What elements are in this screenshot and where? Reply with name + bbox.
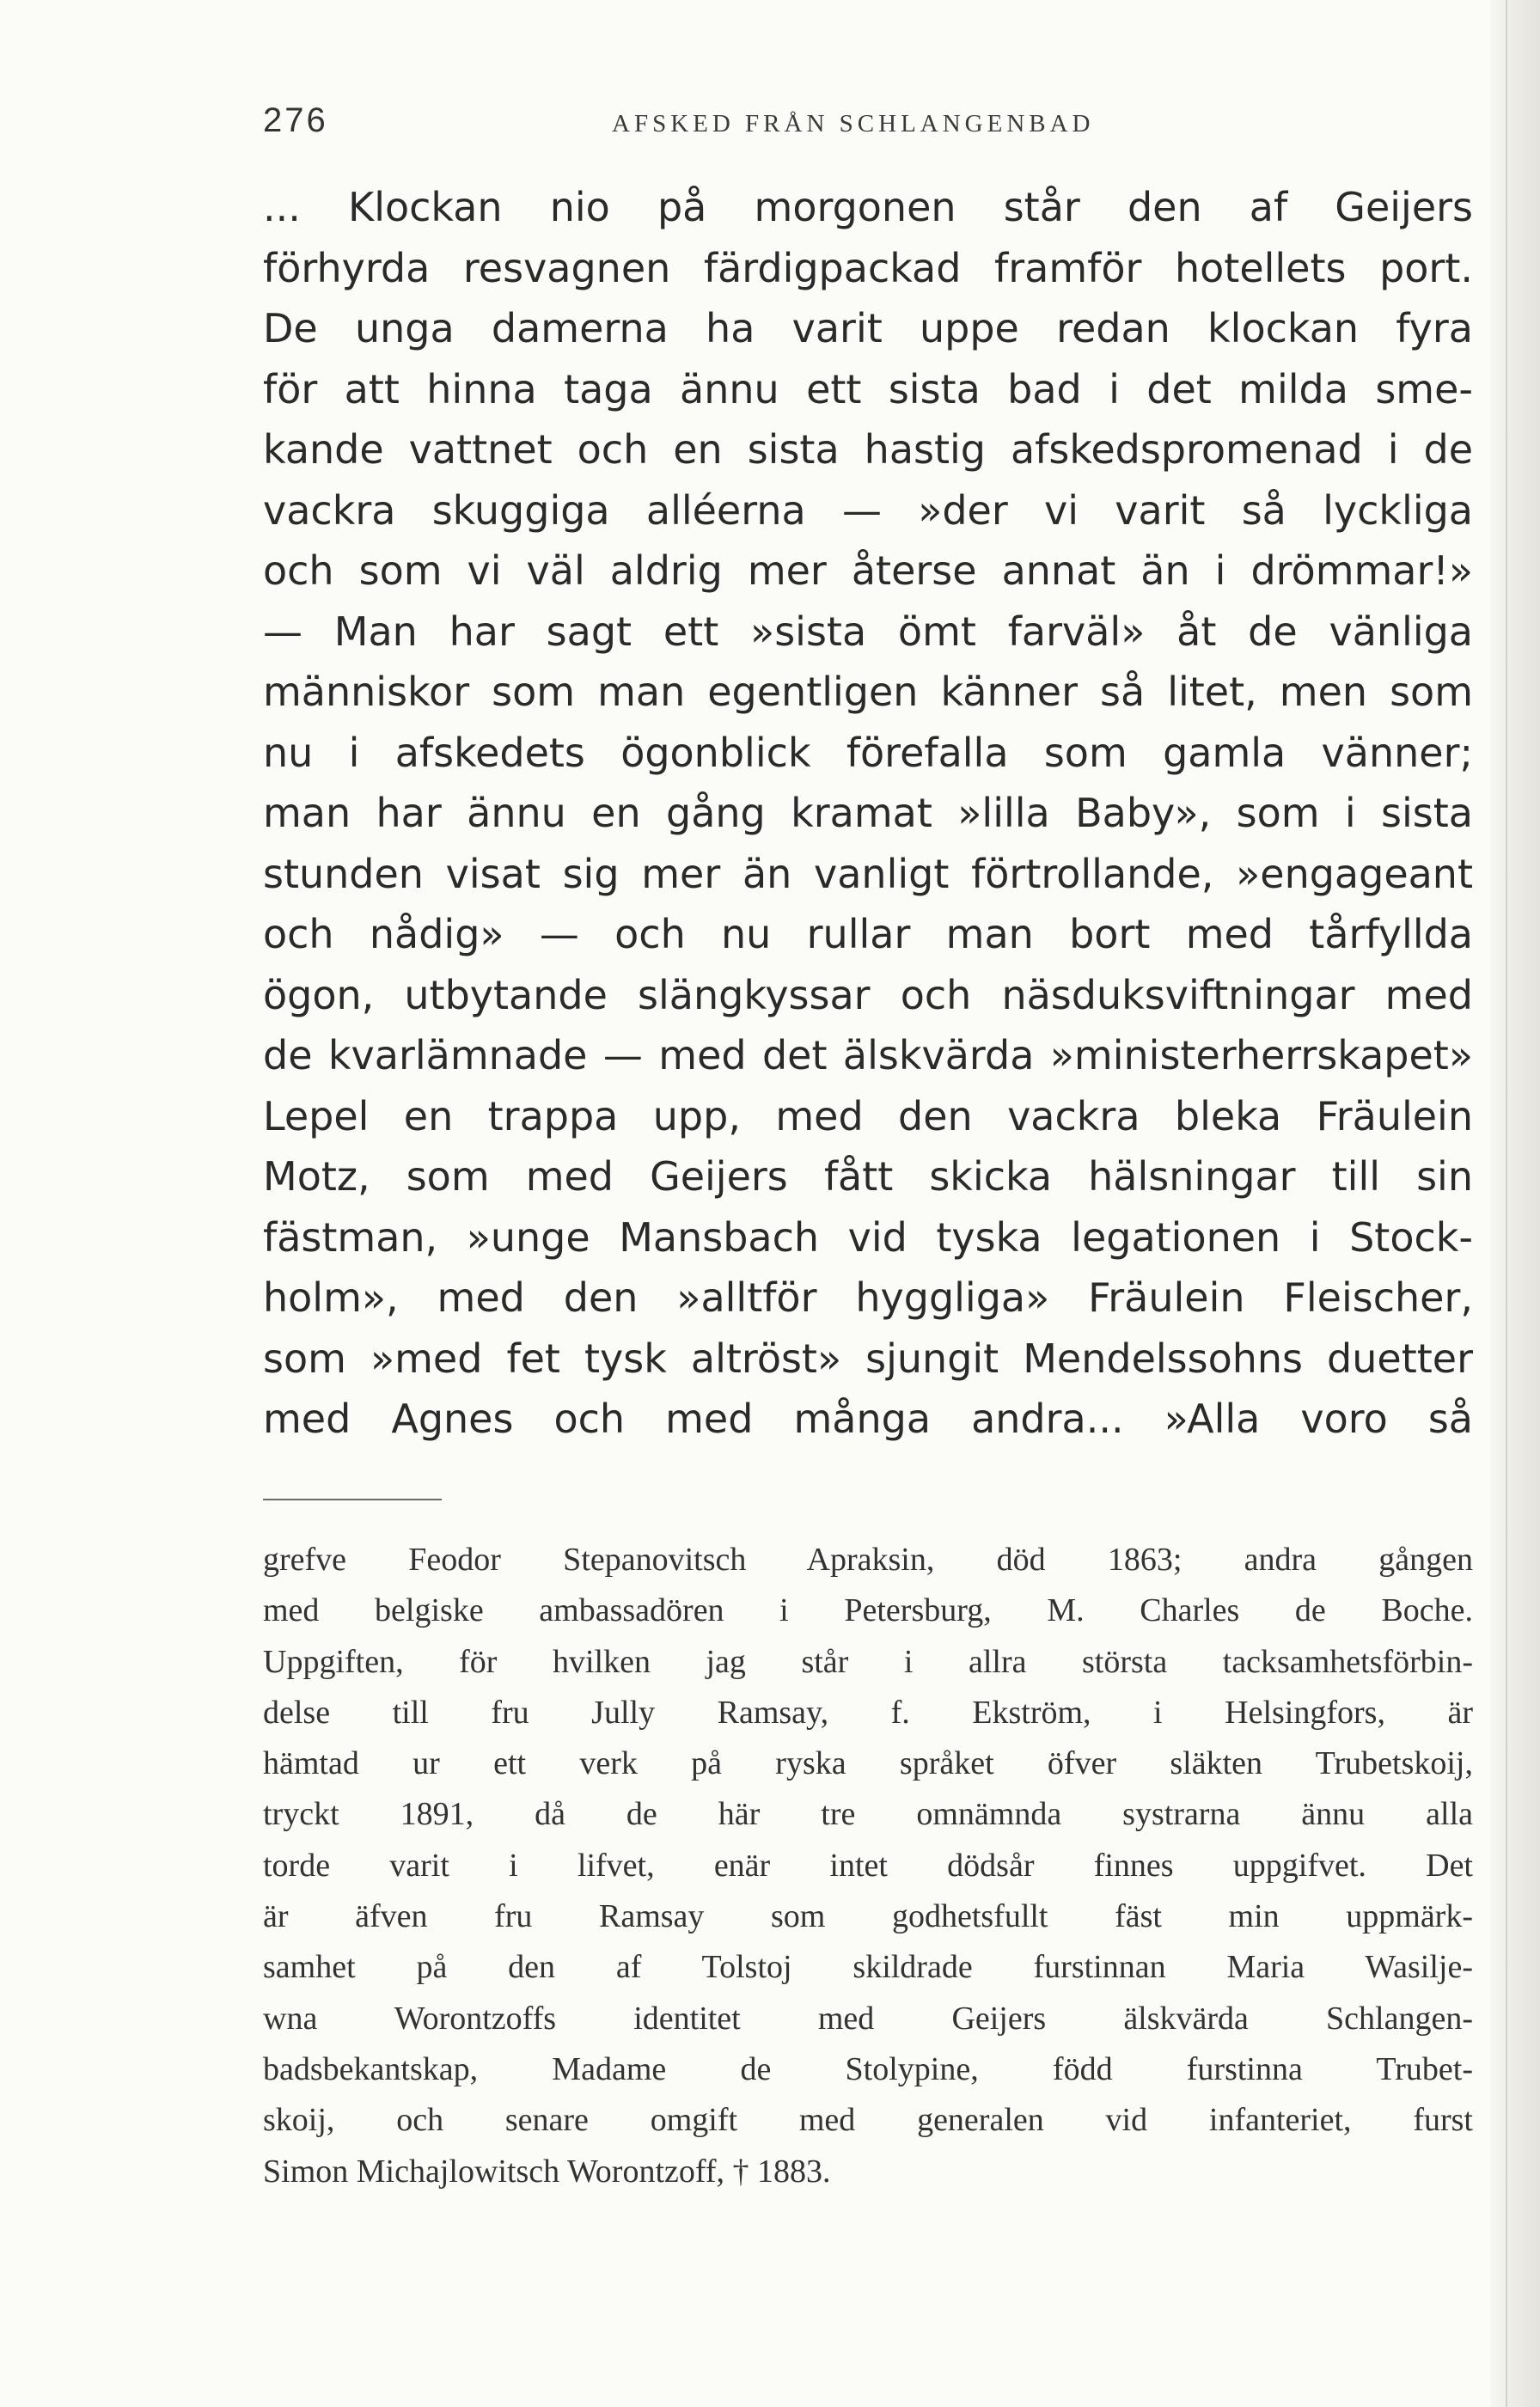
body-line: människor som man egentligen känner så litet, men som	[263, 669, 1473, 715]
footnote-line: hämtad ur ett verk på ryska språket öfver släkten Trubetskoij,	[263, 1745, 1473, 1782]
body-line: de kvarlämnade — med det älskvärda »ministerherrskapet»	[263, 1032, 1473, 1078]
body-line: Motz, som med Geijers fått skicka hälsningar till sin	[263, 1153, 1473, 1200]
footnote	[263, 1535, 1473, 2197]
body-line: ... Klockan nio på morgonen står den af Geijers	[263, 184, 1473, 230]
footnote-line: med belgiske ambassadören i Petersburg, M. Charles de Boche.	[263, 1592, 1473, 1629]
body-line: vackra skuggiga alléerna — »der vi varit så lyckliga	[263, 486, 1473, 534]
body-line: holm», med den »alltför hyggliga» Fräulein Fleischer,	[263, 1274, 1473, 1321]
footnote-line: wna Worontzoffs identitet med Geijers älskvärda Schlangen-	[263, 2000, 1473, 2037]
page-number: 276	[263, 101, 328, 139]
page-edge-line	[1506, 0, 1507, 2407]
body-line: man har ännu en gång kramat »lilla Baby», som i sista	[263, 790, 1473, 836]
footnote-line: Uppgiften, för hvilken jag står i allra största tacksamhetsförbin-	[263, 1643, 1473, 1680]
body-line: som »med fet tysk altröst» sjungit Mendelssohns duetter	[263, 1335, 1473, 1382]
footnote-line: grefve Feodor Stepanovitsch Apraksin, död 1863; andra gången	[263, 1542, 1473, 1578]
body-line: Lepel en trappa upp, med den vackra bleka Fräulein	[263, 1092, 1473, 1139]
footnote-line: torde varit i lifvet, enär intet dödsår finnes uppgifvet. Det	[263, 1847, 1473, 1884]
body-line: fästman, »unge Mansbach vid tyska legationen i Stock-	[263, 1213, 1473, 1261]
body-line: och nådig» — och nu rullar man bort med tårfyllda	[263, 911, 1473, 957]
body-line: De unga damerna ha varit uppe redan klockan fyra	[263, 305, 1473, 351]
body-line: ögon, utbytande slängkyssar och näsduksviftningar med	[263, 971, 1473, 1018]
footnote-line: tryckt 1891, då de här tre omnämnda systrarna ännu alla	[263, 1796, 1473, 1833]
body-line: kande vattnet och en sista hastig afskedspromenad i de	[263, 426, 1473, 473]
running-head	[263, 101, 1473, 153]
body-line: och som vi väl aldrig mer återse annat än i drömmar!»	[263, 547, 1473, 594]
body-line: nu i afskedets ögonblick förefalla som gamla vänner;	[263, 729, 1473, 776]
running-title: AFSKED FRÅN SCHLANGENBAD	[612, 110, 1095, 137]
footnote-line: skoij, och senare omgift med generalen vid infanteriet, furst	[263, 2102, 1473, 2139]
footnote-line: är äfven fru Ramsay som godhetsfullt fäst min uppmärk-	[263, 1898, 1473, 1935]
footnote-line: samhet på den af Tolstoj skildrade furstinnan Maria Wasilje-	[263, 1949, 1473, 1986]
body-line: stunden visat sig mer än vanligt förtrollande, »engageant	[263, 850, 1473, 897]
page-edge-shadow	[1490, 0, 1540, 2407]
body-text	[263, 177, 1473, 1450]
footnote-line: delse till fru Jully Ramsay, f. Ekström, i Helsingfors, är	[263, 1694, 1473, 1731]
body-line: — Man har sagt ett »sista ömt farväl» åt de vänliga	[263, 608, 1473, 655]
body-line: för att hinna taga ännu ett sista bad i det milda sme-	[263, 365, 1473, 412]
body-line: med Agnes och med många andra... »Alla voro så	[263, 1396, 1473, 1442]
body-line: förhyrda resvagnen färdigpackad framför hotellets port.	[263, 244, 1473, 291]
footnote-line: badsbekantskap, Madame de Stolypine, född furstinna Trubet-	[263, 2050, 1473, 2087]
footnote-line: Simon Michajlowitsch Worontzoff, † 1883.	[263, 2153, 831, 2190]
footnote-separator	[263, 1499, 442, 1500]
